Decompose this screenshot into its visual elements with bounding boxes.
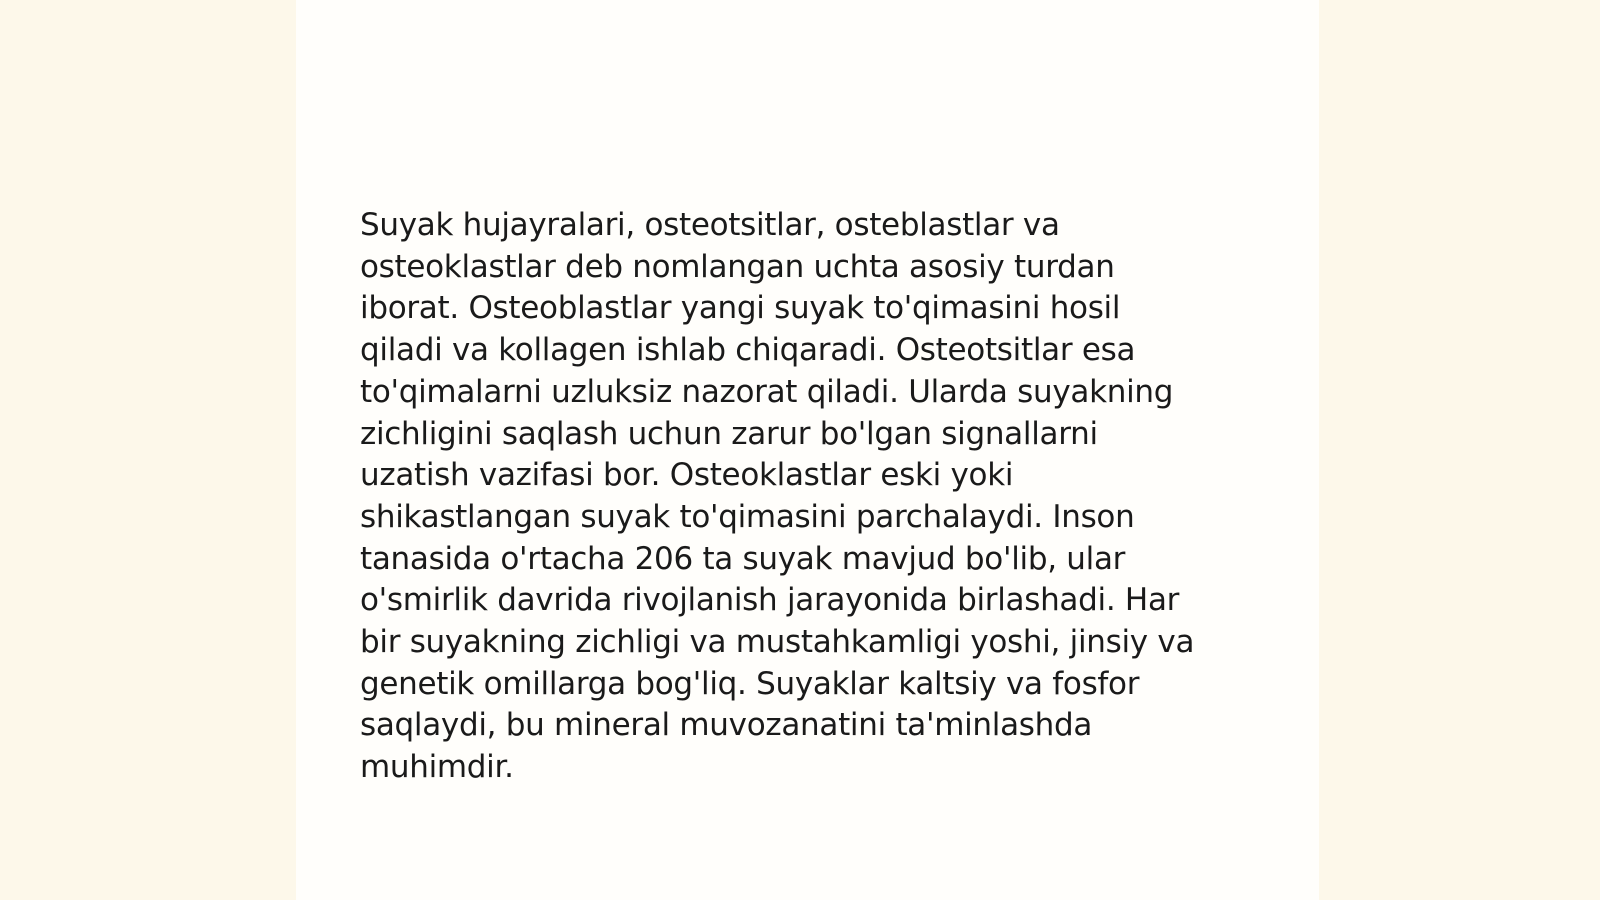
paragraph-line: bir suyakning zichligi va mustahkamligi yoshi, jinsiy va <box>360 624 1195 661</box>
paragraph-line: to'qimalarni uzluksiz nazorat qiladi. Ularda suyakning <box>360 373 1174 410</box>
paragraph-line: iborat. Osteoblastlar yangi suyak to'qimasini hosil <box>360 290 1121 327</box>
paragraph-line: zichligini saqlash uchun zarur bo'lgan signallarni <box>360 415 1098 452</box>
paragraph-line: osteoklastlar deb nomlangan uchta asosiy turdan <box>360 248 1115 285</box>
body-paragraph <box>360 205 1260 789</box>
paragraph-line: saqlaydi, bu mineral muvozanatini ta'minlashda <box>360 707 1093 744</box>
paragraph-line: tanasida o'rtacha 206 ta suyak mavjud bo'lib, ular <box>360 540 1126 577</box>
paragraph-line: genetik omillarga bog'liq. Suyaklar kaltsiy va fosfor <box>360 665 1140 702</box>
paragraph-line: qiladi va kollagen ishlab chiqaradi. Osteotsitlar esa <box>360 332 1136 369</box>
paragraph-line: muhimdir. <box>360 749 514 786</box>
paragraph-line: uzatish vazifasi bor. Osteoklastlar eski yoki <box>360 457 1014 494</box>
paragraph-line: shikastlangan suyak to'qimasini parchalaydi. Inson <box>360 498 1135 535</box>
paragraph-line: o'smirlik davrida rivojlanish jarayonida birlashadi. Har <box>360 582 1180 619</box>
paragraph-line: Suyak hujayralari, osteotsitlar, osteblastlar va <box>360 207 1060 243</box>
document-page <box>296 0 1319 900</box>
